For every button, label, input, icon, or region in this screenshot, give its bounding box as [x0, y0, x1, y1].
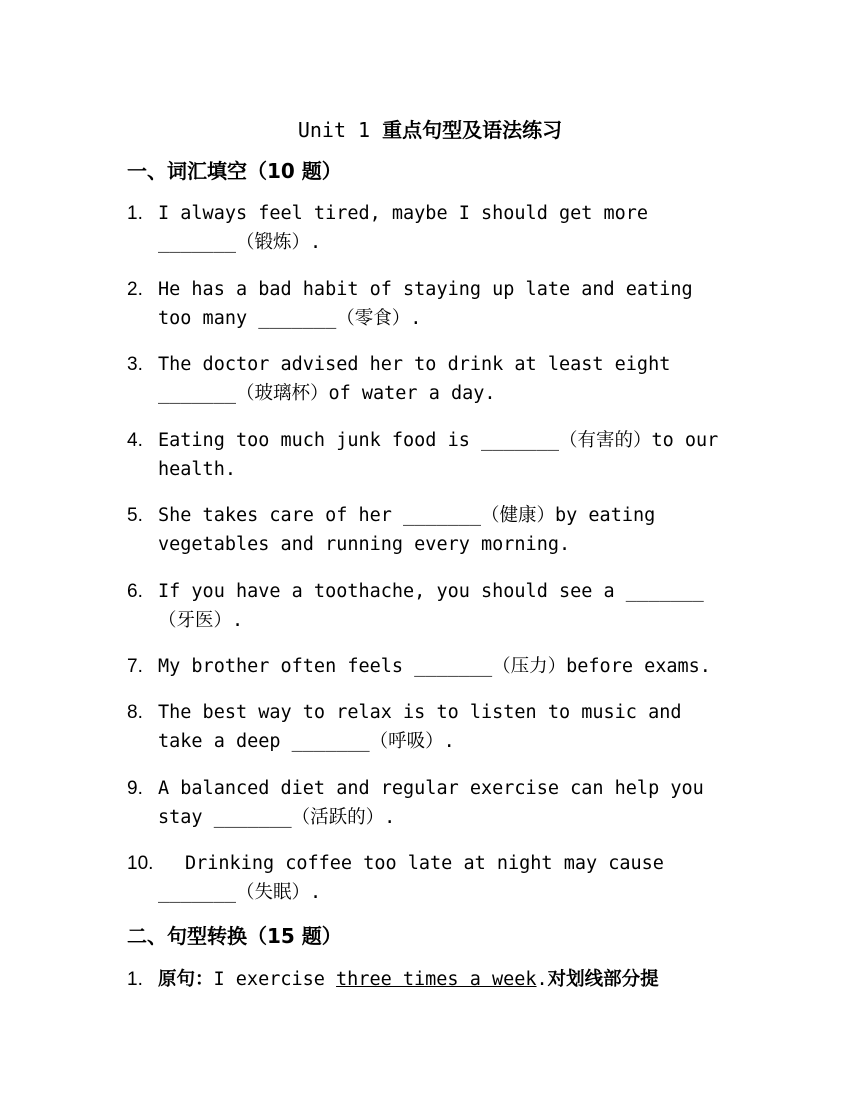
sentence-after: .	[536, 969, 548, 990]
item-text: The doctor advised her to drink at least eight _______（玻璃杯）of water a day.	[158, 354, 671, 404]
list-item	[127, 965, 758, 994]
list-item	[127, 698, 737, 756]
instruction-text: 对划线部分提	[547, 969, 659, 990]
title-unit: Unit 1	[297, 118, 371, 142]
list-item	[127, 577, 737, 635]
list-item	[127, 275, 737, 333]
page-title	[0, 114, 860, 143]
item-text: She takes care of her _______（健康）by eating vegetables and running every morning.	[158, 505, 656, 555]
item-number: 4.	[127, 430, 143, 451]
item-number: 8.	[127, 702, 143, 723]
list-item	[127, 199, 737, 257]
item-text: I always feel tired, maybe I should get more _______（锻炼）.	[158, 203, 649, 253]
item-text: Eating too much junk food is _______（有害的）to our health.	[158, 430, 719, 480]
item-number: 2.	[127, 279, 143, 300]
item-text: If you have a toothache, you should see a _______（牙医）.	[158, 581, 704, 631]
list-item	[127, 350, 737, 408]
list-item	[127, 849, 718, 907]
item-number: 5.	[127, 505, 143, 526]
item-number: 6.	[127, 581, 143, 602]
sentence-before: I exercise	[213, 969, 337, 990]
item-number: 1.	[127, 969, 143, 990]
item-number: 1.	[127, 203, 143, 224]
title-subject: 重点句型及语法练习	[382, 118, 563, 142]
item-number: 3.	[127, 354, 143, 375]
item-number: 10.	[127, 853, 154, 874]
item-text: A balanced diet and regular exercise can help you stay _______（活跃的）.	[158, 778, 704, 828]
list-item	[127, 774, 737, 832]
item-text: Drinking coffee too late at night may cause _______（失眠）.	[158, 853, 664, 903]
item-text	[158, 965, 758, 994]
list-item	[127, 652, 737, 681]
list-item	[127, 501, 737, 559]
item-number: 9.	[127, 778, 143, 799]
section-heading-sentence-transformation: 二、句型转换（15 题）	[127, 924, 342, 948]
item-text: The best way to relax is to listen to music and take a deep _______（呼吸）.	[158, 702, 682, 752]
item-number: 7.	[127, 656, 143, 677]
item-text: My brother often feels _______（压力）before exams.	[158, 656, 711, 677]
item-text: He has a bad habit of staying up late and eating too many _______（零食）.	[158, 279, 693, 329]
original-sentence-label: 原句：	[158, 969, 214, 990]
section-heading-vocabulary: 一、词汇填空（10 题）	[127, 159, 342, 183]
list-item	[127, 426, 737, 484]
underlined-phrase: three times a week	[336, 969, 537, 990]
